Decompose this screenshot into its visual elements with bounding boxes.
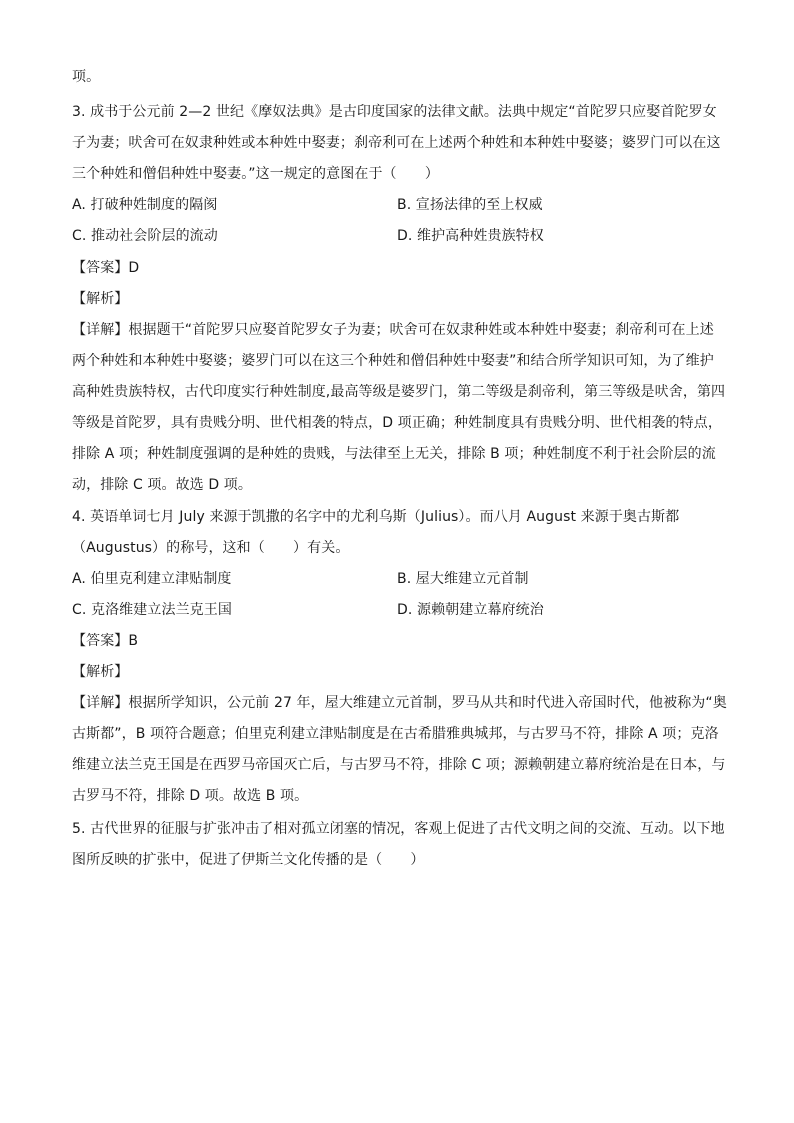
question-4-option-a: A. 伯里克利建立津贴制度 [72,571,232,587]
question-4-analysis-label: 【解析】 [72,664,129,680]
question-5-line-2: 图所反映的扩张中，促进了伊斯兰文化传播的是（ ） [72,852,425,868]
question-3-option-b: B. 宣扬法律的至上权威 [397,197,543,213]
question-3-line-1: 3. 成书于公元前 2—2 世纪《摩奴法典》是古印度国家的法律文献。法典中规定“首陀罗只应娶首陀罗女 [72,104,717,120]
question-4-line-1: 4. 英语单词七月 July 来源于凯撒的名字中的尤利乌斯（Julius）。而八月 August 来源于奥古斯都 [72,509,680,525]
question-3-detail-line-1: 【详解】根据题干“首陀罗只应娶首陀罗女子为妻；吠舍可在奴隶种姓或本种姓中娶妻；刹帝利可在上述 [72,322,714,338]
question-3-detail-line-5: 排除 A 项；种姓制度强调的是种姓的贵贱，与法律至上无关，排除 B 项；种姓制度不利于社会阶层的流 [72,446,716,462]
question-4-answer: 【答案】B [72,633,139,649]
question-3-line-2: 子为妻；吠舍可在奴隶种姓或本种姓中娶妻；刹帝利可在上述两个种姓和本种姓中娶婆；婆罗门可以在这 [72,135,721,151]
question-3-answer: 【答案】D [72,260,140,276]
question-3-option-c: C. 推动社会阶层的流动 [72,228,218,244]
question-3-option-a: A. 打破种姓制度的隔阂 [72,197,218,213]
question-3-detail-line-6: 动，排除 C 项。故选 D 项。 [72,477,252,493]
question-3-option-d: D. 维护高种姓贵族特权 [397,228,544,244]
question-5-line-1: 5. 古代世界的征服与扩张冲击了相对孤立闭塞的情况，客观上促进了古代文明之间的交流、互动。以下地 [72,821,725,837]
question-4-option-d: D. 源赖朝建立幕府统治 [397,602,544,618]
question-4-detail-line-4: 古罗马不符，排除 D 项。故选 B 项。 [72,788,309,804]
question-4-option-c: C. 克洛维建立法兰克王国 [72,602,232,618]
question-3-analysis-label: 【解析】 [72,291,129,307]
question-3-detail-line-2: 两个种姓和本种姓中娶婆；婆罗门可以在这三个种姓和僧侣种姓中娶妻”和结合所学知识可知，为了维护 [72,353,714,369]
previous-answer-tail: 项。 [72,69,101,85]
question-3-detail-line-4: 等级是首陀罗，具有贵贱分明、世代相袭的特点，D 项正确；种姓制度具有贵贱分明、世代相袭的特点， [72,415,722,431]
question-3-line-3: 三个种姓和僧侣种姓中娶妻。”这一规定的意图在于（ ） [72,166,439,182]
question-3-detail-line-3: 高种姓贵族特权，古代印度实行种姓制度,最高等级是婆罗门，第二等级是刹帝利，第三等级是吠舍，第四 [72,384,726,400]
question-4-option-b: B. 屋大维建立元首制 [397,571,529,587]
question-4-detail-line-2: 古斯都”，B 项符合题意；伯里克利建立津贴制度是在古希腊雅典城邦，与古罗马不符，排除 A 项；克洛 [72,726,719,742]
question-4-line-2: （Augustus）的称号，这和（ ）有关。 [72,540,350,556]
question-4-detail-line-1: 【详解】根据所学知识，公元前 27 年，屋大维建立元首制，罗马从共和时代进入帝国时代，他被称为“奥 [72,695,727,711]
question-4-detail-line-3: 维建立法兰克王国是在西罗马帝国灭亡后，与古罗马不符，排除 C 项；源赖朝建立幕府统治是在日本，与 [72,757,726,773]
